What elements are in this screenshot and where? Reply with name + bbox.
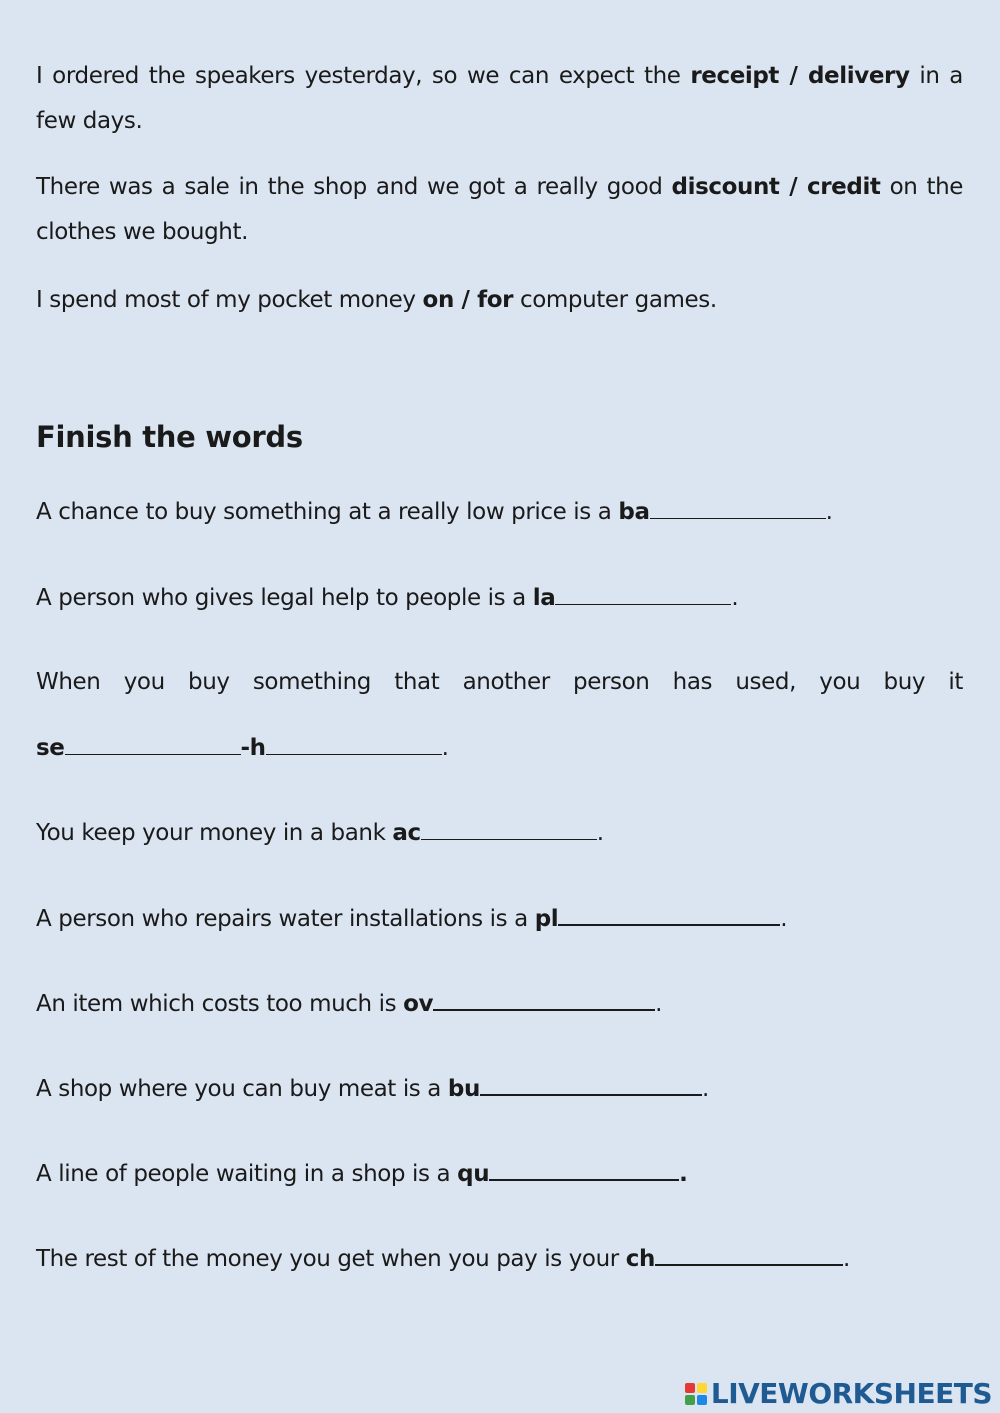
fill-item: A shop where you can buy meat is a bu . <box>36 1072 709 1102</box>
section-heading: Finish the words <box>36 420 303 454</box>
choice-sentence: I spend most of my pocket money on / for computer games. <box>36 287 717 313</box>
liveworksheets-logo <box>685 1377 992 1410</box>
answer-blank[interactable] <box>421 817 597 840</box>
answer-blank[interactable] <box>489 1157 679 1181</box>
logo-text: LIVEWORKSHEETS <box>710 1377 992 1410</box>
fill-item: An item which costs too much is ov . <box>36 987 662 1017</box>
fill-item: You keep your money in a bank ac . <box>36 817 604 846</box>
answer-blank[interactable] <box>65 732 241 755</box>
answer-blank[interactable] <box>555 582 731 605</box>
fill-item: A person who gives legal help to people is a la . <box>36 582 738 611</box>
choice-sentence: I ordered the speakers yesterday, so we can expect the receipt / delivery in a few days. <box>36 63 963 134</box>
choice-sentence: There was a sale in the shop and we got a really good discount / credit on the clothes we bought. <box>36 174 964 245</box>
answer-blank[interactable] <box>650 496 826 519</box>
answer-blank[interactable] <box>480 1072 702 1096</box>
answer-blank[interactable] <box>655 1242 843 1266</box>
fill-item: se -h . <box>36 732 449 761</box>
answer-blank[interactable] <box>266 732 442 755</box>
fill-item: A chance to buy something at a really low price is a ba . <box>36 496 833 525</box>
fill-item: The rest of the money you get when you pay is your ch . <box>36 1242 850 1272</box>
answer-blank[interactable] <box>558 902 780 926</box>
answer-blank[interactable] <box>433 987 655 1011</box>
fill-item: A line of people waiting in a shop is a qu . <box>36 1157 688 1187</box>
choice-options[interactable]: discount / credit <box>671 174 881 200</box>
choice-options[interactable]: receipt / delivery <box>690 63 910 89</box>
fill-item: A person who repairs water installations is a pl . <box>36 902 787 932</box>
choice-options[interactable]: on / for <box>422 287 514 313</box>
fill-item-sentence: When you buy something that another person has used, you buy it <box>36 669 963 695</box>
logo-icon <box>685 1383 707 1405</box>
